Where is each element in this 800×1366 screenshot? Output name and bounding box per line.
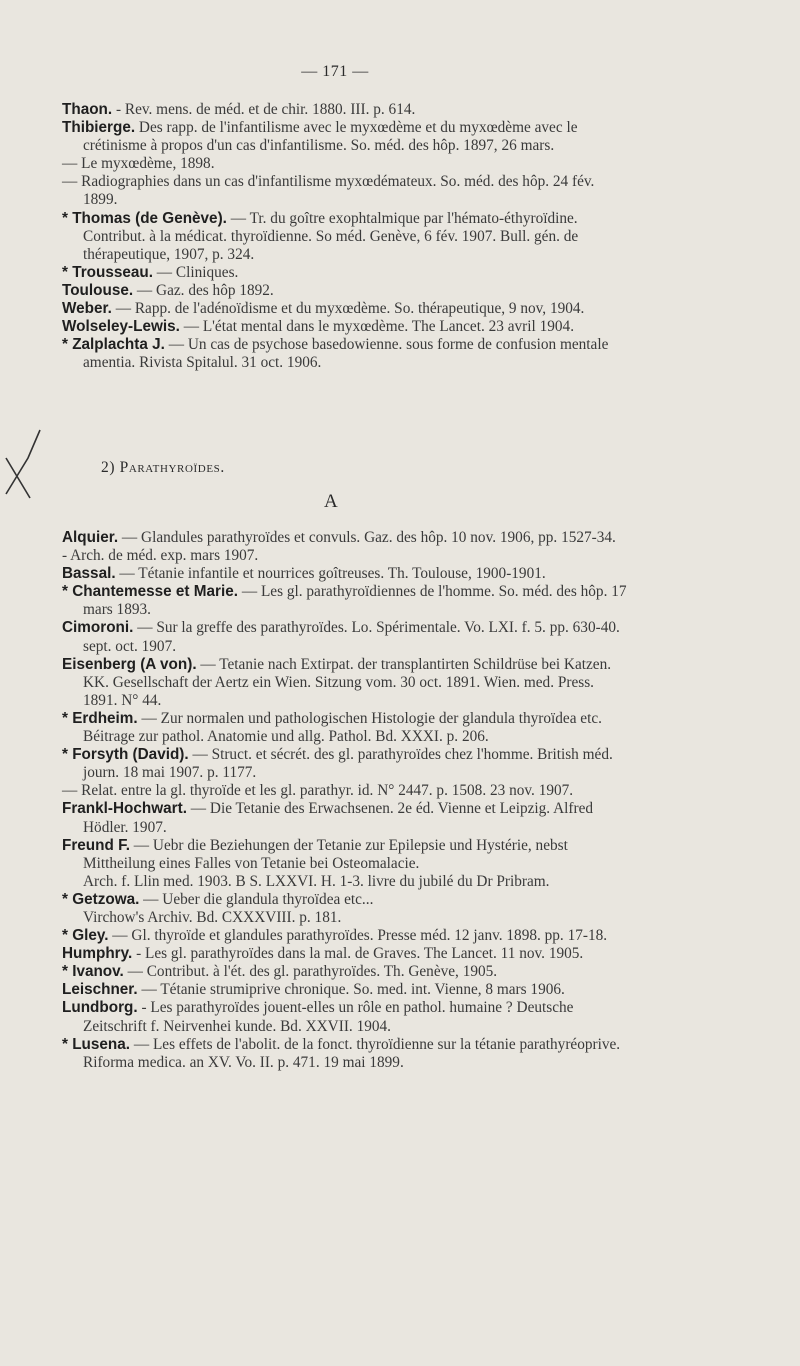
entry-text: — Tetanie nach Extirpat. der transplantirten Schildrüse bei Katzen. KK. Gesellschaft der Aertz ein Wien. Sitzung vom. 30 oct. 1891. Wien. med. Press. 1891. N° 44. [83, 655, 612, 709]
entry-text: — Gl. thyroïde et glandules parathyroïdes. Presse méd. 12 janv. 1898. pp. 17-18. [108, 927, 608, 945]
bibliography-entry [62, 746, 627, 782]
entry-text: — Ueber die glandula thyroïdea etc... [139, 890, 374, 908]
section-number: 2) [101, 459, 116, 476]
bibliography-entry [62, 891, 627, 909]
entry-author: * Trousseau. [62, 263, 153, 281]
bibliography-entry [62, 963, 627, 981]
entry-author: Humphry. [62, 945, 133, 963]
bibliography-entry [62, 282, 627, 300]
bibliography-list-top [62, 101, 627, 372]
entry-author: Thibierge. [62, 119, 136, 137]
entry-text: — Tétanie infantile et nourrices goîtreuses. Th. Toulouse, 1900-1901. [115, 565, 546, 583]
entry-author: * Ivanov. [62, 963, 124, 981]
bibliography-entry [62, 782, 627, 800]
entry-author: * Getzowa. [62, 890, 140, 908]
entry-text: Des rapp. de l'infantilisme avec le myxœdème et du myxœdème avec le crétinisme à propos d'un cas d'infantilisme. So. méd. des hôp. 1897, 26 mars. [83, 119, 578, 155]
entry-text: — Le myxœdème, 1898. [62, 155, 215, 173]
bibliography-entry [62, 619, 627, 655]
entry-author: Lundborg. [62, 999, 138, 1017]
entry-author: * Lusena. [62, 1035, 131, 1053]
entry-author: Wolseley-Lewis. [62, 318, 180, 336]
bibliography-entry [62, 945, 627, 963]
bibliography-entry [62, 155, 627, 173]
bibliography-entry [62, 318, 627, 336]
bibliography-entry [62, 583, 627, 619]
bibliography-entry [62, 999, 627, 1035]
entry-text: Béitrage zur pathol. Anatomie und allg. Pathol. Bd. XXXI. p. 206. [83, 728, 489, 746]
bibliography-entry [62, 873, 627, 891]
entry-author: Toulouse. [62, 281, 134, 299]
entry-author: * Gley. [62, 927, 109, 945]
entry-text: — Tr. du goître exophtalmique par l'hémato-éthyroïdine. Contribut. à la médicat. thyroïdienne. So méd. Genève, 6 fév. 1907. Bull. gén. de thérapeutique, 1907, p. 324. [83, 209, 579, 263]
entry-author: Cimoroni. [62, 619, 134, 637]
entry-text: — Zur normalen und pathologischen Histologie der glandula thyroïdea etc. [137, 709, 602, 727]
entry-text: — Uebr die Beziehungen der Tetanie zur Epilepsie und Hystérie, nebst Mittheilung eines Falles von Tetanie bei Osteomalacie. [83, 836, 568, 872]
page-number: — 171 — [301, 63, 369, 80]
entry-author: Bassal. [62, 565, 116, 583]
entry-text: - Rev. mens. de méd. et de chir. 1880. III. p. 614. [112, 101, 416, 118]
pencil-mark-icon [0, 428, 50, 500]
entry-author: * Chantemesse et Marie. [62, 583, 238, 601]
entry-text: — L'état mental dans le myxœdème. The Lancet. 23 avril 1904. [179, 318, 575, 336]
bibliography-entry [62, 565, 627, 583]
bibliography-entry [62, 119, 627, 155]
bibliography-entry [62, 547, 627, 565]
entry-text: — Un cas de psychose basedowienne. sous forme de confusion mentale amentia. Rivista Spitalul. 31 oct. 1906. [83, 336, 609, 372]
bibliography-entry [62, 1036, 627, 1072]
entry-text: — Contribut. à l'ét. des gl. parathyroïdes. Th. Genève, 1905. [123, 963, 498, 981]
bibliography-entry [62, 728, 627, 746]
bibliography-entry [62, 101, 627, 119]
entry-author: * Erdheim. [62, 709, 138, 727]
entry-author: * Thomas (de Genève). [62, 209, 227, 227]
entry-author: Eisenberg (A von). [62, 655, 197, 673]
bibliography-entry [62, 837, 627, 873]
bibliography-entry [62, 981, 627, 999]
entry-text: — Gaz. des hôp 1892. [133, 281, 274, 299]
entry-text: Arch. f. Llin med. 1903. B S. LXXVI. H. 1-3. livre du jubilé du Dr Pribram. [83, 872, 550, 890]
bibliography-entry [62, 210, 627, 264]
section-heading [101, 459, 225, 477]
entry-text: — Radiographies dans un cas d'infantilisme myxœdémateux. So. méd. des hôp. 24 fév. 1899. [62, 173, 595, 209]
entry-author: * Zalplachta J. [62, 336, 165, 354]
entry-text: — Struct. et sécrét. des gl. parathyroïdes chez l'homme. British méd. journ. 18 mai 1907. p. 1177. [83, 746, 613, 782]
entry-author: * Forsyth (David). [62, 746, 189, 764]
entry-text: — Relat. entre la gl. thyroïde et les gl. parathyr. id. N° 2447. p. 1508. 23 nov. 1907. [62, 782, 574, 800]
entry-text: — Rapp. de l'adénoïdisme et du myxœdème. So. thérapeutique, 9 nov, 1904. [111, 300, 585, 318]
entry-text: — Tétanie strumiprive chronique. So. med. int. Vienne, 8 mars 1906. [137, 981, 565, 999]
bibliography-entry [62, 173, 627, 209]
section-title: Parathyroïdes. [119, 459, 225, 476]
bibliography-entry [62, 927, 627, 945]
entry-author: Freund F. [62, 836, 130, 854]
bibliography-entry [62, 336, 627, 372]
entry-text: - Les gl. parathyroïdes dans la mal. de Graves. The Lancet. 11 nov. 1905. [132, 945, 584, 963]
bibliography-list-bottom [62, 529, 627, 1072]
entry-text: — Les effets de l'abolit. de la fonct. thyroïdienne sur la tétanie parathyréoprive. Riforma medica. an XV. Vo. II. p. 471. 19 mai 1899. [83, 1035, 621, 1071]
section-letter: A [324, 491, 339, 512]
bibliography-entry [62, 300, 627, 318]
entry-text: - Arch. de méd. exp. mars 1907. [62, 547, 259, 565]
entry-text: — Les gl. parathyroïdiennes de l'homme. So. méd. des hôp. 17 mars 1893. [83, 583, 627, 619]
entry-text: - Les parathyroïdes jouent-elles un rôle en pathol. humaine ? Deutsche Zeitschrift f. Neirvenhei kunde. Bd. XXVII. 1904. [83, 999, 574, 1035]
entry-text: — Cliniques. [152, 263, 239, 281]
bibliography-entry [62, 264, 627, 282]
entry-author: Thaon. [62, 101, 113, 118]
bibliography-entry [62, 800, 627, 836]
entry-author: Leischner. [62, 981, 138, 999]
entry-text: — Die Tetanie des Erwachsenen. 2e éd. Vienne et Leipzig. Alfred Hödler. 1907. [83, 800, 594, 836]
bibliography-entry [62, 909, 627, 927]
entry-author: Alquier. [62, 529, 119, 546]
bibliography-entry [62, 656, 627, 710]
bibliography-entry [62, 710, 627, 728]
bibliography-entry [62, 529, 627, 547]
entry-author: Frankl-Hochwart. [62, 800, 187, 818]
entry-text: — Glandules parathyroïdes et convuls. Gaz. des hôp. 10 nov. 1906, pp. 1527-34. [118, 529, 616, 546]
entry-text: — Sur la greffe des parathyroïdes. Lo. Spérimentale. Vo. LXI. f. 5. pp. 630-40. sept. oct. 1907. [83, 619, 620, 655]
entry-author: Weber. [62, 300, 112, 318]
entry-text: Virchow's Archiv. Bd. CXXXVIII. p. 181. [83, 908, 342, 926]
